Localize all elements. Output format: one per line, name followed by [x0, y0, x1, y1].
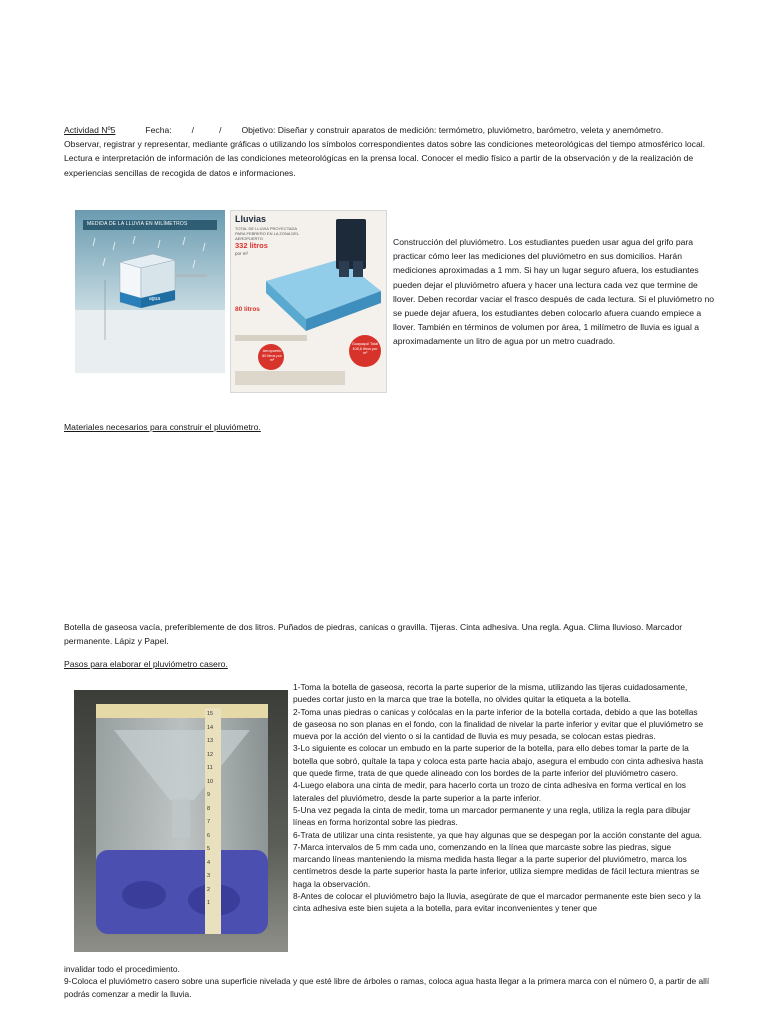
step-7: 7-Marca intervalos de 5 mm cada uno, comenzando en la línea que marcaste sobre las piedras, sigue marcando líneas manteniendo la misma medida hasta llegar a la parte superior del pluviómetro, marca los centímetros desde la parte superior hasta la parte inferior, utiliza siempre medidas de fácil lectura mientras se haga la observación. — [293, 841, 700, 889]
ruler-mark-3: 3 — [207, 873, 211, 879]
activity-line — [64, 123, 714, 137]
step-3: 3-Lo siguiente es colocar un embudo en la parte superior de la botella, para ello debes tomar la parte de la botella que sobró, quítale la tapa y coloca esta parte hacia abajo, asegura el embudo con cinta adhesiva hasta que quede firme, trata de que quede alineado con los bordes de la parte inferior del pluviómetro casero. — [293, 743, 704, 779]
rain-gauge-photo — [74, 690, 288, 952]
step-6: 6-Trata de utilizar una cinta resistente, ya que hay algunas que se despegan por la acción constante del agua. — [293, 829, 702, 840]
step-1: 1-Toma la botella de gaseosa, recorta la parte superior de la misma, utilizando las tijeras cuidadosamente, puedes cortar justo en la marca que trae la botella, no olvides quitar la etiqueta a la botella. — [293, 682, 688, 705]
activity-number: Actividad Nº5 — [64, 125, 116, 135]
figure2-big-unit: por m² — [235, 251, 249, 256]
ruler-mark-9: 9 — [207, 792, 211, 798]
ruler-mark-1: 1 — [207, 900, 211, 906]
ruler-mark-13: 13 — [207, 738, 214, 744]
rain-measure-illustration — [75, 210, 225, 373]
ruler-mark-8: 8 — [207, 805, 211, 812]
materials-title: Materiales necesarios para construir el pluviómetro. — [64, 422, 261, 432]
date-label: Fecha: — [145, 125, 172, 135]
ruler-mark-15: 15 — [207, 711, 214, 717]
steps-list — [293, 681, 705, 915]
materials-list: Botella de gaseosa vacía, preferiblemente de dos litros. Puñados de piedras, canicas o gravilla. Tijeras. Cinta adhesiva. Una regla. Agua. Clima lluvioso. Marcador permanente. Lápiz y Papel. — [64, 622, 683, 647]
figure2-subtitle: TOTAL DE LLUVIA PROYECTADA PARA FEBRERO EN LA ZONA DEL AEROPUERTO — [235, 226, 300, 241]
figure2-badge-guayaquil: Guayaquil Total 108,6 litros por m² — [351, 342, 379, 355]
rain-gauge-illustration — [74, 690, 288, 952]
objective: Objetivo: Diseñar y construir aparatos de medición: termómetro, pluviómetro, barómetro, veleta y anemómetro. — [241, 125, 664, 135]
ruler-mark-14: 14 — [207, 724, 214, 731]
construction-paragraph: Construcción del pluviómetro. Los estudiantes pueden usar agua del grifo para practicar cómo leer las mediciones del pluviómetro en sus domicilios. Harán mediciones aproximadas a 1 mm. Si hay un lugar seguro afuera, los estudiantes pueden dejar el pluviómetro afuera y hacer una lectura cada vez que termine de llover. Deben recordar vaciar el frasco después de cada lectura. Si el pluviómetro no se puede dejar afuera, los estudiantes deben colocarlo afuera cuando empiece a llover. También en términos de volumen por área, 1 milímetro de lluvia es igual a aproximadamente un litro de agua por un metro cuadrado. — [393, 237, 715, 347]
objective-body: Observar, registrar y representar, mediante gráficas o utilizando los símbolos correspondientes datos sobre las condiciones meteorológicas del tiempo atmosférico local. Lectura e interpretación de información de las condiciones meteorológicas en la prensa local. Conocer el medio físico a partir de la observación y de la realización de experiencias sencillas de recogida de datos e informaciones. — [64, 139, 706, 178]
ruler-mark-7: 7 — [207, 819, 211, 825]
date-sep-1: / — [191, 125, 195, 135]
lluvias-infographic — [230, 210, 387, 393]
rain-measure-figure — [75, 210, 225, 373]
ruler-mark-12: 12 — [207, 751, 214, 758]
ruler-scale — [207, 708, 221, 911]
step-5: 5-Una vez pegada la cinta de medir, toma un marcador permanente y una regla, utiliza la regla para dibujar líneas en forma horizontal sobre las piedras. — [293, 804, 691, 828]
steps-title: Pasos para elaborar el pluviómetro casero. — [64, 659, 228, 669]
figure2-mid-value: 80 litros — [235, 306, 260, 313]
date-sep-2: / — [219, 125, 222, 135]
step-9: 9-Coloca el pluviómetro casero sobre una superficie nivelada y que esté libre de árboles o ramas, coloca agua hasta llegar a la primera marca con el número 0, a partir de allí podrás comenzar a medir la lluvia. — [64, 976, 710, 999]
ruler-mark-6: 6 — [207, 832, 211, 839]
step-8-continuation: invalidar todo el procedimiento. — [64, 964, 180, 974]
ruler-mark-4: 4 — [207, 859, 211, 866]
activity-header — [64, 123, 714, 180]
step-4: 4-Luego elabora una cinta de medir, para hacerlo corta un trozo de cinta adhesiva en forma vertical en los laterales del pluviómetro, desde la parte superior a la parte inferior. — [293, 780, 686, 803]
step-2: 2-Toma unas piedras o canicas y colócalas en la parte inferior de la botella cortada, debido a que las botellas de gaseosa no son planas en el fondo, con la finalidad de nivelar la parte inferior y evitar que el pluviómetro se mueva por la acción del viento o si la cantidad de lluvia es muy pesada, se colocan estas piedras. — [293, 706, 704, 742]
figure1-title: MEDIDA DE LA LLUVIA EN MILÍMETROS — [87, 221, 188, 227]
steps-continuation — [64, 963, 714, 1000]
ruler-mark-2: 2 — [207, 886, 211, 893]
figure1-water-label: agua — [149, 296, 161, 302]
ruler-mark-5: 5 — [207, 846, 211, 852]
step-8: 8-Antes de colocar el pluviómetro bajo la lluvia, asegúrate de que el marcador permanente este bien seco y la cinta adhesiva este bien sujeta a la botella, para evitar inconvenientes y tener que — [293, 891, 701, 914]
ruler-mark-10: 10 — [207, 778, 214, 785]
figure2-title: Lluvias — [235, 214, 267, 224]
ruler-mark-11: 11 — [207, 765, 213, 771]
figure2-badge-airport: Aeropuerto 80 litros por m² — [262, 349, 282, 362]
figure2-big-value: 332 litros — [235, 241, 268, 250]
